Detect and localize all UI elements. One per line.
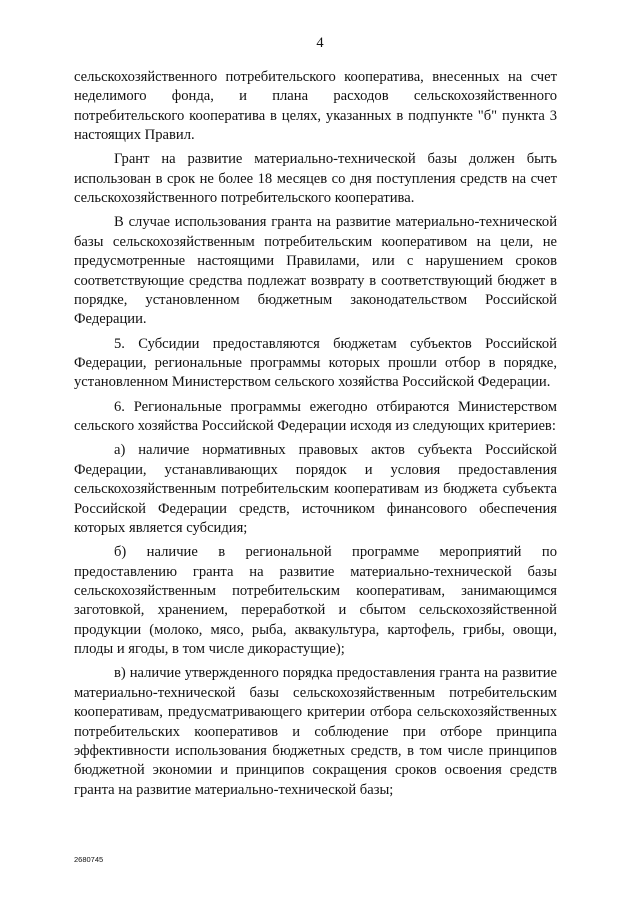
page-number: 4 [316,35,324,51]
paragraph-continuation: сельскохозяйственного потребительского кооператива, внесенных на счет неделимого фонда, и плана расходов сельскохозяйственного потребительского кооператива в целях, указанных в подпункте "б" пункта 3 настоящих Правил. [74,69,557,144]
paragraph-criterion-v: в) наличие утвержденного порядка предоставления гранта на развитие материально-технической базы сельскохозяйственным потребительским кооперативам, предусматривающего критерии отбора сельскохозяйственных потребительских кооперативов и соблюдение при отборе принципа эффективности использования бюджетных средств, в том числе принципов бюджетной экономии и принципов сокращения сроков освоения средств гранта на развитие материально-технической базы; [74,665,557,798]
document-code: 2680745 [74,855,104,864]
paragraph-grant-misuse: В случае использования гранта на развитие материально-технической базы сельскохозяйственным потребительским кооперативом на цели, не предусмотренные настоящими Правилами, или с нарушением сроков соответствующие средства подлежат возврату в соответствующий бюджет в порядке, установленном бюджетным законодательством Российской Федерации. [74,214,557,328]
paragraph-grant-term: Грант на развитие материально-технической базы должен быть использован в срок не более 18 месяцев со дня поступления средств на счет сельскохозяйственного потребительского кооператива. [74,151,557,207]
document-body [74,68,557,805]
paragraph-item-6: 6. Региональные программы ежегодно отбираются Министерством сельского хозяйства Российской Федерации исходя из следующих критериев: [74,398,557,435]
paragraph-item-5: 5. Субсидии предоставляются бюджетам субъектов Российской Федерации, региональные программы которых прошли отбор в порядке, установленном Министерством сельского хозяйства Российской Федерации. [74,335,557,391]
paragraph-criterion-a: а) наличие нормативных правовых актов субъекта Российской Федерации, устанавливающих порядок и условия предоставления сельскохозяйственным потребительским кооперативам из бюджета субъекта Российской Федерации средств, источником финансового обеспечения которых является субсидия; [74,442,557,536]
paragraph-criterion-b: б) наличие в региональной программе мероприятий по предоставлению гранта на развитие материально-технической базы сельскохозяйственным потребительским кооперативам, занимающимся заготовкой, хранением, переработкой и сбытом сельскохозяйственной продукции (молоко, мясо, рыба, аквакультура, картофель, грибы, овощи, плоды и ягоды, в том числе дикорастущие); [74,544,557,658]
